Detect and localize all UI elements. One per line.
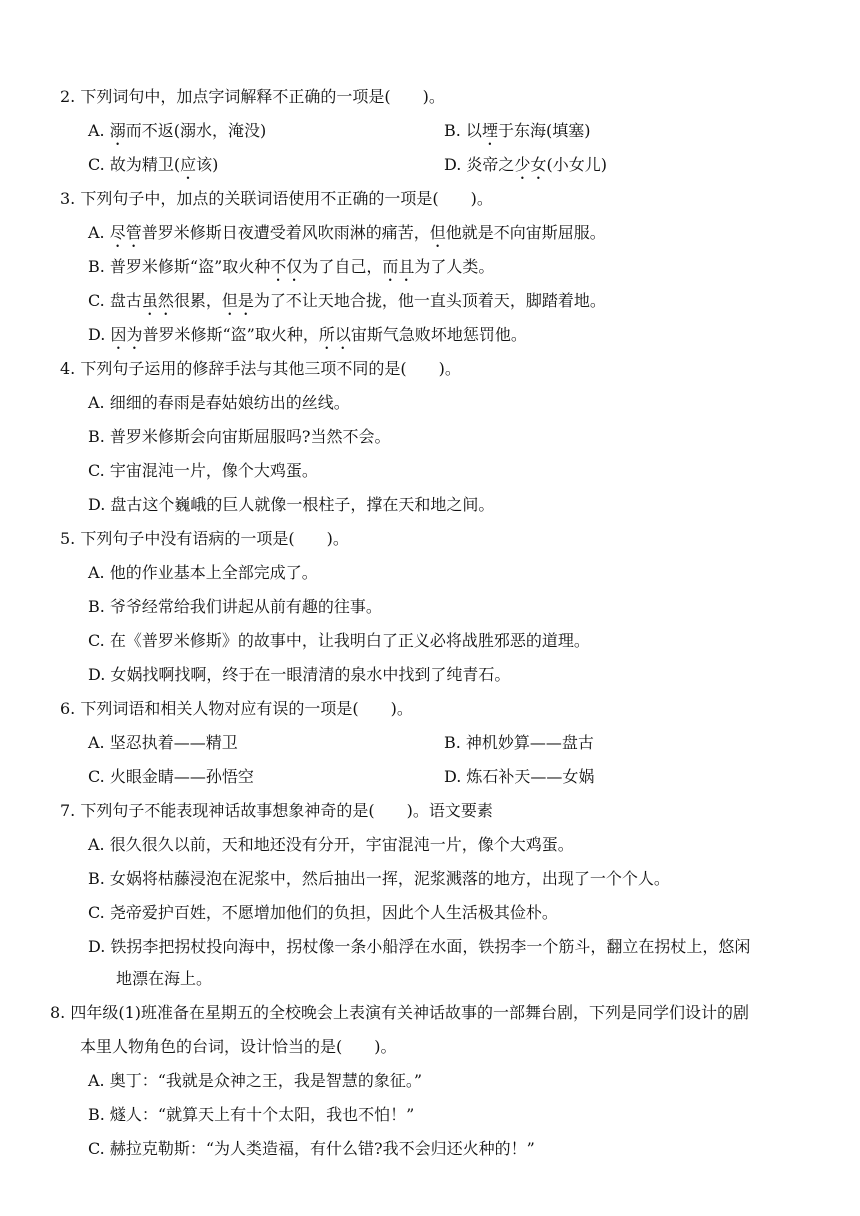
q3-c-p2: 很累， [173,291,222,310]
q4-option-d: D. 盘古这个巍峨的巨人就像一根柱子，撑在天和地之间。 [88,495,495,514]
q5-option-b: B. 爷爷经常给我们讲起从前有趣的往事。 [88,597,382,616]
q3-option-c [88,290,606,319]
question-2-stem: 2. 下列词句中，加点字词解释不正确的一项是( )。 [60,87,445,106]
q3-d-p2: 普罗米修斯“盗”取火种， [142,325,319,344]
question-3-stem: 3. 下列句子中，加点的关联词语使用不正确的一项是( )。 [60,189,493,208]
q6-option-b: B. 神机妙算——盘古 [444,733,594,752]
q6-option-c: C. 火眼金睛——孙悟空 [88,767,254,786]
q6-option-a: A. 坚忍执着——精卫 [88,733,238,752]
q3-c-d2: 但是 [221,291,254,310]
q3-option-a [88,222,606,251]
q3-option-d [88,324,527,353]
q7-option-a: A. 很久很久以前，天和地还没有分开，宇宙混沌一片，像个大鸡蛋。 [88,835,574,854]
q3-a-d2: 但 [429,223,446,242]
q2-d-post: (小女儿) [546,155,607,174]
q7-option-d-line1: D. 铁拐李把拐杖投向海中，拐杖像一条小船浮在水面，铁拐李一个筋斗，翻立在拐杖上，悠闲 [88,937,751,956]
q3-a-p3: 他就是不向宙斯屈服。 [445,223,606,242]
q3-b-d2: 而且 [382,257,415,276]
q5-option-a: A. 他的作业基本上全部完成了。 [88,563,318,582]
q2-c-pre: C. 故为精卫( [88,155,181,174]
q8-option-c: C. 赫拉克勒斯：“为人类造福，有什么错?我不会归还火种的！” [88,1139,535,1158]
q3-a-d1: 尽管 [109,223,142,242]
q7-option-c: C. 尧帝爱护百姓，不愿增加他们的负担，因此个人生活极其俭朴。 [88,903,558,922]
q2-c-dotted: 应 [180,155,197,174]
q3-c-p1: C. 盘古 [88,291,142,310]
q2-a-pre: A. [88,121,110,140]
q3-c-d1: 虽然 [141,291,174,310]
q3-c-p3: 为了不让天地合拢，他一直头顶着天，脚踏着地。 [253,291,606,310]
q7-option-d-line2: 地漂在海上。 [116,969,213,988]
q5-option-c: C. 在《普罗米修斯》的故事中，让我明白了正义必将战胜邪恶的道理。 [88,631,590,650]
q3-a-p2: 普罗米修斯日夜遭受着风吹雨淋的痛苦， [141,223,430,242]
q2-a-post: 而不返(溺水，淹没) [125,121,267,140]
question-8-stem-line1: 8. 四年级(1)班准备在星期五的全校晚会上表演有关神话故事的一部舞台剧，下列是同学们设计的剧 [50,1003,750,1022]
q2-b-post: 于东海(填塞) [497,121,591,140]
q2-option-c [88,154,218,183]
q8-option-a: A. 奥丁：“我就是众神之王，我是智慧的象征。” [88,1071,423,1090]
q3-d-d1: 因为 [110,325,143,344]
q3-d-p1: D. [88,325,111,344]
q2-d-dotted: 少女 [514,155,547,174]
q2-b-pre: B. 以 [444,121,482,140]
question-5-stem: 5. 下列句子中没有语病的一项是( )。 [60,529,349,548]
q2-d-pre: D. 炎帝之 [444,155,515,174]
q8-option-b: B. 燧人：“就算天上有十个太阳，我也不怕！” [88,1105,415,1124]
question-6-stem: 6. 下列词语和相关人物对应有误的一项是( )。 [60,699,413,718]
q3-d-p3: 宙斯气急败坏地惩罚他。 [350,325,527,344]
q4-option-a: A. 细细的春雨是春姑娘纺出的丝线。 [88,393,350,412]
q2-b-dotted: 堙 [481,121,498,140]
q3-b-p2: 为了自己， [302,257,383,276]
q3-b-d1: 不仅 [270,257,303,276]
question-4-stem: 4. 下列句子运用的修辞手法与其他三项不同的是( )。 [60,359,461,378]
q3-b-p1: B. 普罗米修斯“盗”取火种 [88,257,271,276]
q2-a-dotted: 溺 [109,121,126,140]
q3-a-p1: A. [88,223,110,242]
q2-option-b [444,120,590,149]
q4-option-c: C. 宇宙混沌一片，像个大鸡蛋。 [88,461,318,480]
question-8-stem-line2: 本里人物角色的台词，设计恰当的是( )。 [80,1037,397,1056]
q4-option-b: B. 普罗米修斯会向宙斯屈服吗?当然不会。 [88,427,391,446]
q2-option-a [88,120,266,149]
q2-c-post: 该) [196,155,219,174]
q5-option-d: D. 女娲找啊找啊，终于在一眼清清的泉水中找到了纯青石。 [88,665,511,684]
q3-d-d2: 所以 [318,325,351,344]
q2-option-d [444,154,607,183]
q6-option-d: D. 炼石补天——女娲 [444,767,595,786]
q3-b-p3: 为了人类。 [414,257,495,276]
question-7-stem: 7. 下列句子不能表现神话故事想象神奇的是( )。语文要素 [60,801,493,820]
q3-option-b [88,256,494,285]
q7-option-b: B. 女娲将枯藤浸泡在泥浆中，然后抽出一挥，泥浆溅落的地方，出现了一个个人。 [88,869,670,888]
